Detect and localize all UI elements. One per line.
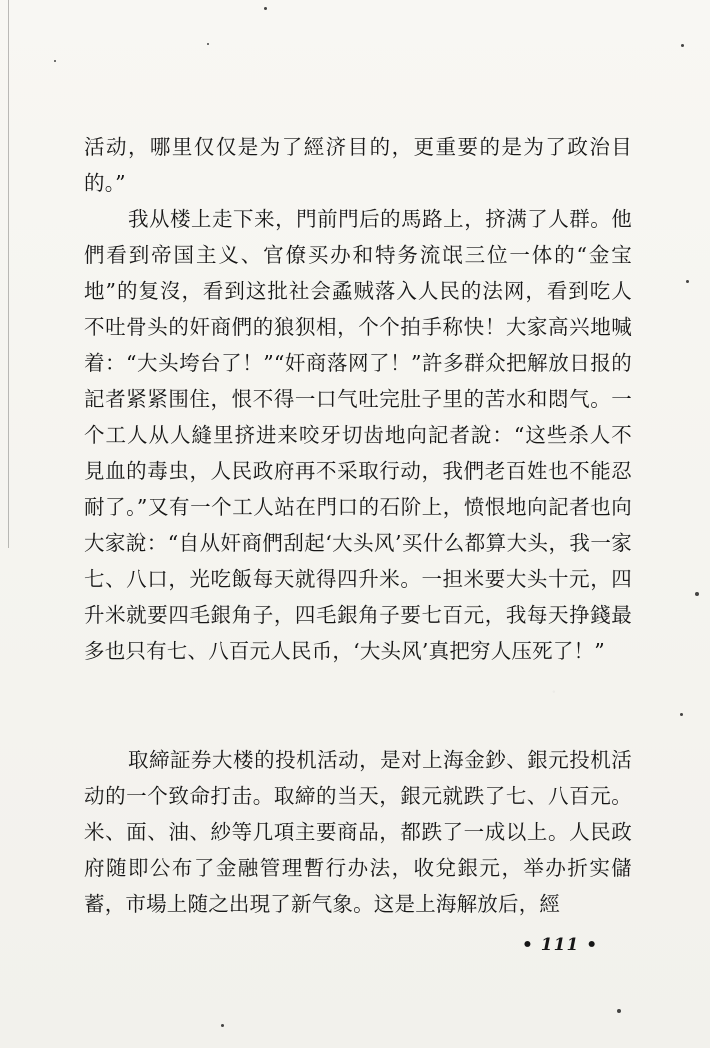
main-text-lower	[84, 742, 632, 922]
main-text-upper	[84, 129, 632, 669]
print-speck	[221, 1024, 224, 1027]
paragraph-crowd-scene: 我从楼上走下来，門前門后的馬路上，挤满了人群。他們看到帝国主义、官僚买办和特务流氓三位一体的“金宝地”的复沒，看到这批社会蟊贼落入人民的法网，看到吃人不吐骨头的奸商們的狼狈相，个个拍手称快！大家高兴地喊着：“大头垮台了！”“奸商落网了！”許多群众把解放日报的記者紧紧围住，恨不得一口气吐完肚子里的苦水和悶气。一个工人从人縫里挤进来咬牙切齿地向記者說：“这些杀人不見血的毒虫，人民政府再不采取行动，我們老百姓也不能忍耐了。”又有一个工人站在門口的石阶上，愤恨地向記者也向大家說：“自从奸商們刮起‘大头风’买什么都算大头，我一家七、八口，光吃飯每天就得四升米。一担米要大头十元，四升米就要四毛銀角子，四毛銀角子要七百元，我每天挣錢最多也只有七、八百元人民币，‘大头风’真把穷人压死了！”	[84, 207, 632, 663]
paragraph-market-impact: 取締証券大楼的投机活动，是对上海金鈔、銀元投机活动的一个致命打击。取締的当天，銀元就跌了七、八百元。米、面、油、紗等几項主要商品，都跌了一成以上。人民政府随即公布了金融管理暫行办法，收兌銀元，举办折实儲蓄，市場上随之出現了新气象。这是上海解放后，經	[84, 748, 632, 916]
print-speck	[264, 7, 267, 10]
paragraph-quote-ending: 活动，哪里仅仅是为了經济目的，更重要的是为了政治目的。”	[84, 135, 632, 195]
print-speck	[207, 43, 209, 45]
print-speck	[680, 713, 683, 716]
print-speck	[617, 1009, 621, 1013]
binding-edge-mark	[0, 0, 9, 548]
page-number: • 111 •	[522, 935, 599, 955]
print-speck	[695, 592, 699, 596]
print-speck	[681, 44, 684, 47]
print-speck	[54, 60, 56, 62]
print-speck	[686, 280, 689, 283]
